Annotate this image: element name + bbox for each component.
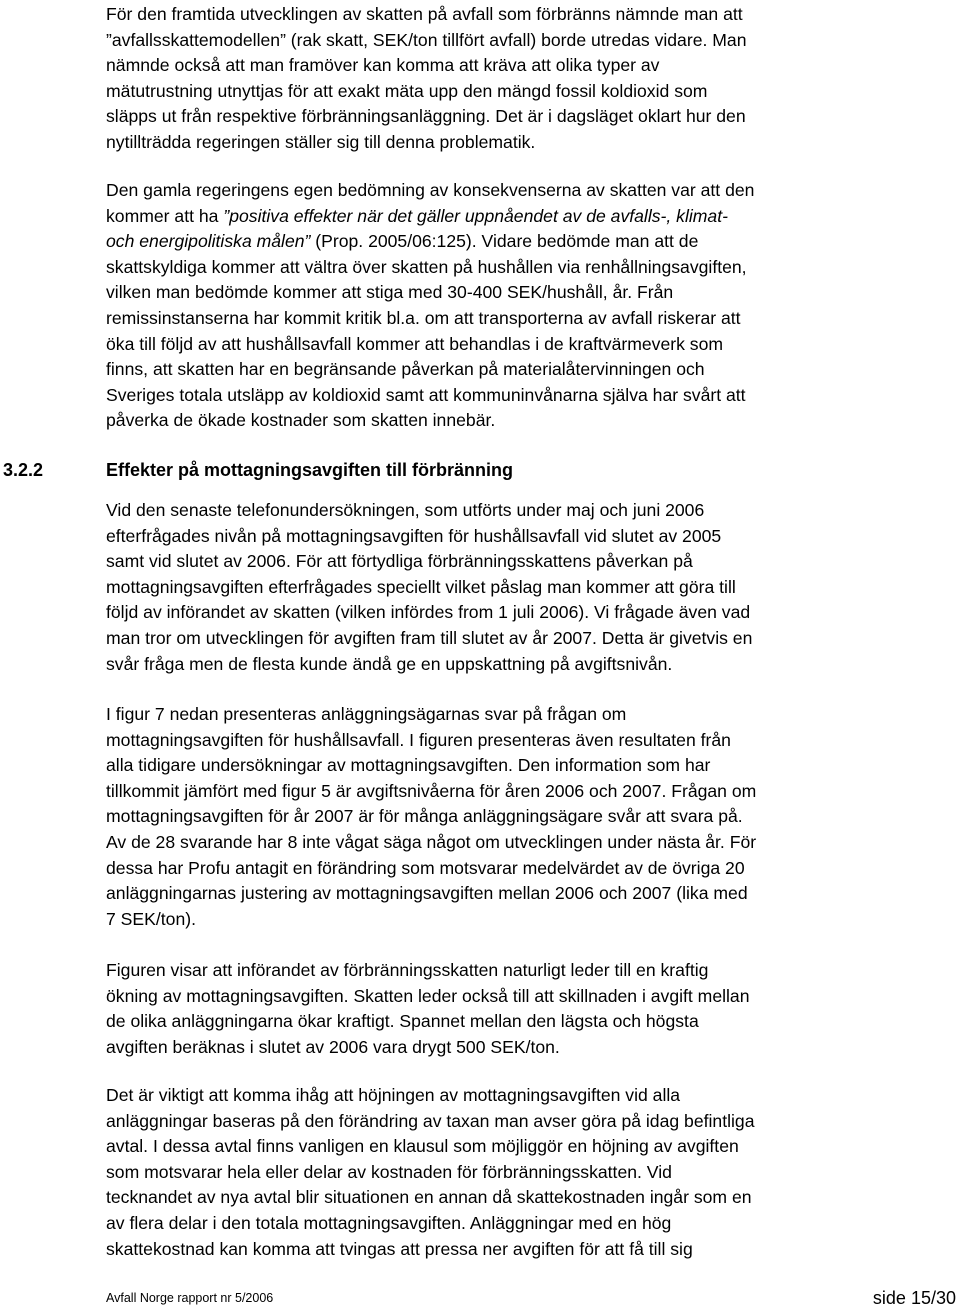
text-line: [106, 204, 866, 230]
text-line: ökning av mottagningsavgiften. Skatten leder också till att skillnaden i avgift mellan: [106, 985, 750, 1006]
text-line: alla tidigare undersökningar av mottagningsavgiften. Den information som har: [106, 755, 711, 776]
text-run: (Prop. 2005/06:125). Vidare bedömde man att de: [310, 231, 699, 252]
text-line: de olika anläggningarna ökar kraftigt. Spannet mellan den lägsta och högsta: [106, 1011, 699, 1032]
text-line: 7 SEK/ton).: [106, 908, 196, 929]
text-line: mottagningsavgiften för hushållsavfall. I figuren presenteras även resultaten från: [106, 729, 731, 750]
paragraph-old-government-assessment: [106, 178, 866, 434]
text-line: Vid den senaste telefonundersökningen, som utförts under maj och juni 2006: [106, 500, 705, 520]
paragraph-figure-7: [106, 702, 866, 932]
text-line: följd av införandet av skatten (vilken infördes from 1 juli 2006). Vi frågade även vad: [106, 602, 751, 623]
text-line: avgiften beräknas i slutet av 2006 vara drygt 500 SEK/ton.: [106, 1036, 560, 1057]
text-run: kommer att ha: [106, 205, 224, 226]
paragraph-future-development: [106, 2, 866, 156]
text-line: samt vid slutet av 2006. För att förtydliga förbränningsskattens påverkan på: [106, 551, 693, 572]
text-line: Sveriges totala utsläpp av koldioxid samt att kommuninvånarna själva har svårt att: [106, 384, 746, 405]
text-line: dessa har Profu antagit en förändring som motsvarar medelvärdet av de övriga 20: [106, 857, 745, 878]
text-line: avtal. I dessa avtal finns vanligen en klausul som möjliggör en höjning av avgiften: [106, 1136, 739, 1157]
footer-report-name: Avfall Norge rapport nr 5/2006: [106, 1291, 274, 1305]
text-line: svår fråga men de flesta kunde ändå ge en uppskattning på avgiftsnivån.: [106, 653, 673, 674]
text-line: Det är viktigt att komma ihåg att höjningen av mottagningsavgiften vid alla: [106, 1085, 681, 1105]
text-line: vilken man bedömde kommer att stiga med 30-400 SEK/hushåll, år. Från: [106, 282, 674, 303]
text-line: finns, att skatten har en begränsande påverkan på materialåtervinningen och: [106, 359, 705, 380]
paragraph-telephone-survey: [106, 498, 866, 677]
text-line: remissinstanserna har kommit kritik bl.a. om att transporterna av avfall riskerar att: [106, 307, 741, 328]
text-line: man tror om utvecklingen för avgiften fram till slutet av år 2007. Detta är givetvis en: [106, 627, 753, 648]
text-line: påverka de ökade kostnader som skatten innebär.: [106, 410, 496, 431]
text-line: [106, 229, 866, 255]
text-line: mätutrustning utnyttjas för att exakt mäta upp den mängd fossil koldioxid som: [106, 80, 708, 101]
section-number: 3.2.2: [3, 460, 44, 480]
text-line: skattekostnad kan komma att tvingas att pressa ner avgiften för att få till sig: [106, 1238, 693, 1259]
text-line: skattskyldiga kommer att vältra över skatten på hushållen via renhållningsavgiften,: [106, 256, 747, 277]
text-line: som motsvarar hela eller delar av kostnaden för förbränningsskatten. Vid: [106, 1161, 672, 1182]
text-line: Figuren visar att införandet av förbränningsskatten naturligt leder till en kraftig: [106, 960, 709, 980]
text-line: anläggningar baseras på den förändring av taxan man avser göra på idag befintliga: [106, 1110, 755, 1131]
text-line: tecknandet av nya avtal blir situationen en annan då skattekostnaden ingår som en: [106, 1187, 752, 1208]
text-line: nämnde också att man framöver kan komma att kräva att olika typer av: [106, 55, 660, 76]
text-line: efterfrågades nivån på mottagningsavgiften för hushållsavfall vid slutet av 2005: [106, 525, 722, 546]
text-line: mottagningsavgiften efterfrågades speciellt vilket påslag man kommer att göra till: [106, 576, 736, 597]
text-line: nytillträdda regeringen ställer sig till denna problematik.: [106, 131, 536, 152]
paragraph-contracts: [106, 1083, 866, 1262]
text-line: öka till följd av att hushållsavfall kommer att behandlas i de kraftvärmeverk som: [106, 333, 724, 354]
footer-page-number: side 15/30: [872, 1288, 956, 1308]
section-title: Effekter på mottagningsavgiften till förbränning: [106, 460, 514, 480]
text-line: släpps ut från respektive förbränningsanläggning. Det är i dagsläget oklart hur den: [106, 106, 746, 127]
text-line: tillkommit jämfört med figur 5 är avgiftsnivåerna för åren 2006 och 2007. Frågan om: [106, 780, 757, 801]
quoted-text: ”positiva effekter när det gäller uppnåendet av de avfalls-, klimat-: [223, 205, 728, 226]
text-line: I figur 7 nedan presenteras anläggningsägarnas svar på frågan om: [106, 704, 627, 724]
text-line: Av de 28 svarande har 8 inte vågat säga något om utvecklingen under nästa år. För: [106, 831, 757, 852]
text-line: av flera delar i den totala mottagningsavgiften. Anläggningar med en hög: [106, 1212, 672, 1233]
text-line: mottagningsavgiften för år 2007 är för många anläggningsägare svår att svara på.: [106, 806, 743, 827]
text-line: För den framtida utvecklingen av skatten på avfall som förbränns nämnde man att: [106, 4, 743, 24]
text-line: Den gamla regeringens egen bedömning av konsekvenserna av skatten var att den: [106, 180, 755, 200]
quoted-text: och energipolitiska målen”: [106, 231, 311, 252]
text-line: anläggningarnas justering av mottagningsavgiften mellan 2006 och 2007 (lika med: [106, 883, 748, 904]
text-line: ”avfallsskattemodellen” (rak skatt, SEK/ton tillfört avfall) borde utredas vidare. Man: [106, 29, 747, 50]
paragraph-figure-shows: [106, 958, 866, 1060]
